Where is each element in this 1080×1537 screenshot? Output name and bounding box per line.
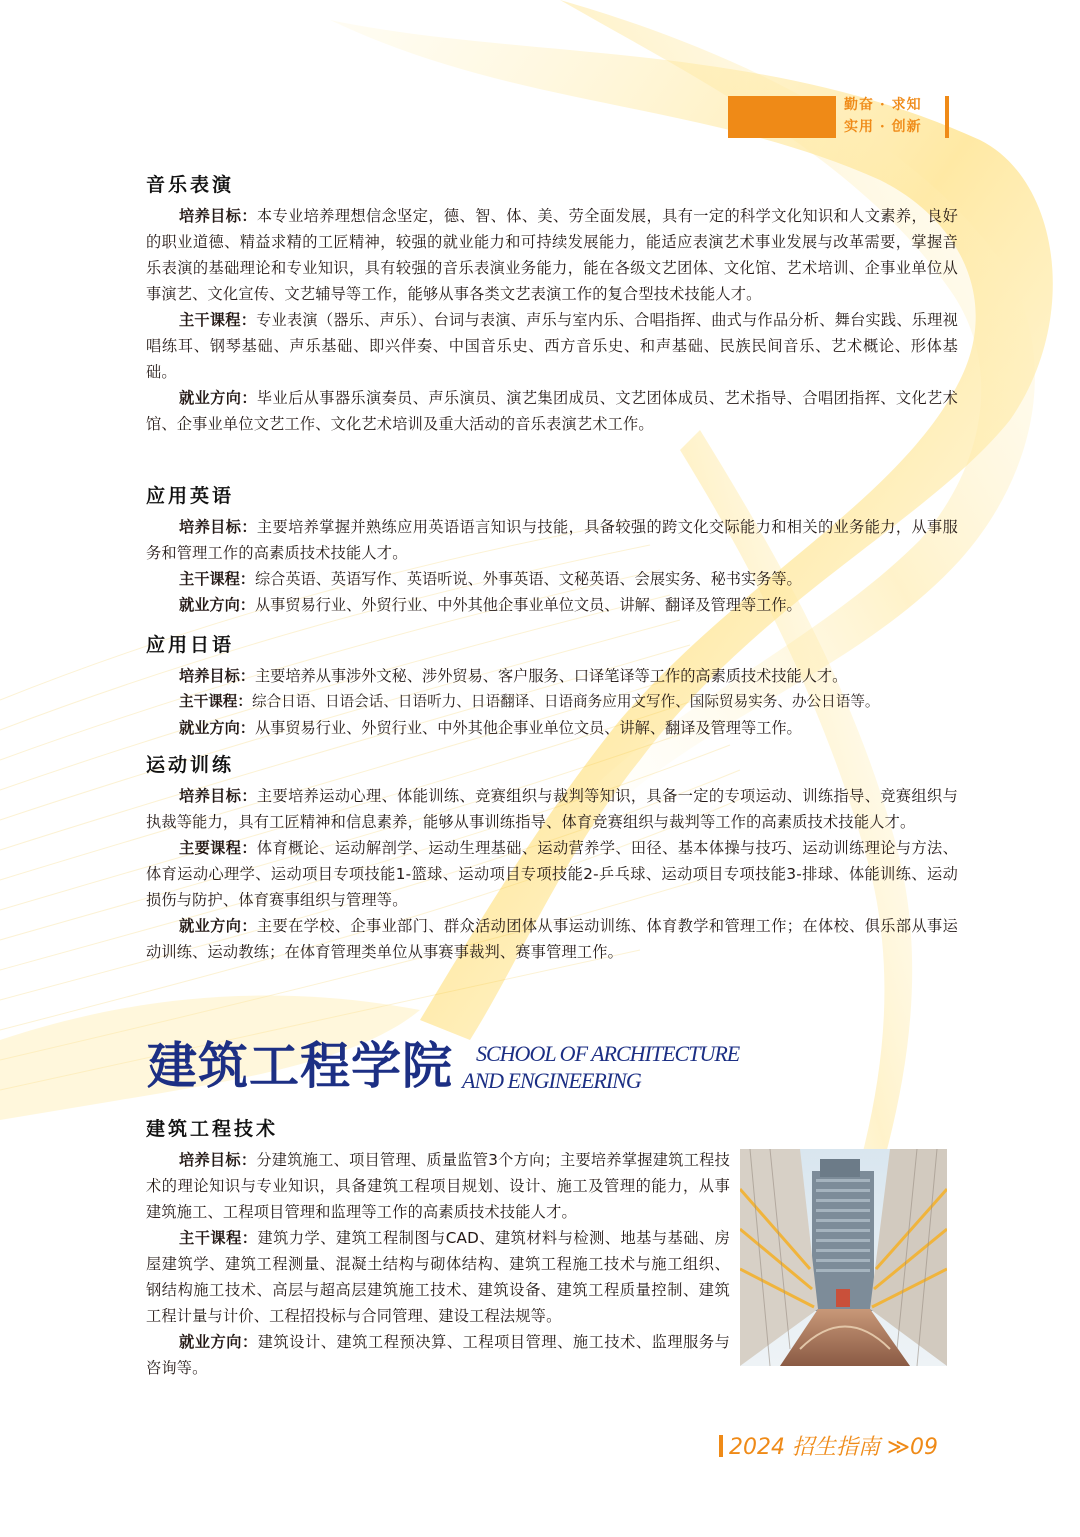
- section-paragraph: [146, 835, 958, 913]
- section-paragraph: [146, 689, 958, 715]
- paragraph-text: 主要在学校、企事业部门、群众活动团体从事运动训练、体育教学和管理工作；在体校、俱乐部从事运动训练、运动教练；在体育管理类单位从事赛事裁判、赛事管理工作。: [146, 917, 959, 961]
- section-paragraph: [146, 203, 958, 307]
- footer-accent-bar: [719, 1435, 723, 1457]
- section-paragraph: [146, 592, 958, 618]
- paragraph-label: 就业方向：: [179, 1333, 258, 1351]
- section-paragraph: [146, 913, 958, 965]
- paragraph-label: 主要课程：: [179, 839, 257, 857]
- paragraph-label: 培养目标：: [179, 667, 255, 685]
- section-paragraph: [146, 514, 958, 566]
- college-title-english: [462, 1040, 739, 1094]
- paragraph-text: 专业表演（器乐、声乐）、台词与表演、声乐与室内乐、合唱指挥、曲式与作品分析、舞台实践、乐理视唱练耳、钢琴基础、声乐基础、即兴伴奏、中国音乐史、西方音乐史、和声基础、民族民间音乐、艺术概论、形体基础。: [146, 311, 958, 381]
- section-music-performance: [146, 172, 958, 437]
- paragraph-text: 建筑设计、建筑工程预决算、工程项目管理、施工技术、监理服务与咨询等。: [146, 1333, 731, 1377]
- paragraph-text: 本专业培养理想信念坚定，德、智、体、美、劳全面发展，具有一定的科学文化知识和人文素养，良好的职业道德、精益求精的工匠精神，较强的就业能力和可持续发展能力，能适应表演艺术事业发展与改革需要，掌握音乐表演的基础理论和专业知识，具有较强的音乐表演业务能力，能在各级文艺团体、文化馆、艺术培训、企事业单位从事演艺、文化宣传、文艺辅导等工作，能够从事各类文艺表演工作的复合型技术技能人才。: [146, 207, 959, 303]
- section-title: 建筑工程技术: [146, 1118, 279, 1140]
- section-paragraph: [146, 1147, 730, 1225]
- section-paragraph: [146, 783, 958, 835]
- paragraph-label: 主干课程：: [179, 693, 252, 710]
- paragraph-label: 主干课程：: [179, 311, 257, 329]
- section-paragraph: [146, 1329, 730, 1381]
- paragraph-label: 主干课程：: [179, 1229, 258, 1247]
- paragraph-text: 综合英语、英语写作、英语听说、外事英语、文秘英语、会展实务、秘书实务等。: [254, 570, 802, 588]
- section-applied-japanese: [146, 632, 958, 741]
- section-title: 音乐表演: [146, 174, 235, 196]
- paragraph-text: 主要培养运动心理、体能训练、竞赛组织与裁判等知识，具备一定的专项运动、训练指导、竞赛组织与执裁等能力，具有工匠精神和信息素养，能够从事训练指导、体育竞赛组织与裁判等工作的高素质技术技能人才。: [146, 787, 959, 831]
- paragraph-label: 就业方向：: [179, 389, 257, 407]
- paragraph-label: 培养目标：: [179, 518, 257, 536]
- college-title-english-line-2: AND ENGINEERING: [462, 1068, 641, 1093]
- section-paragraph: [146, 566, 958, 592]
- paragraph-label: 就业方向：: [179, 596, 255, 614]
- section-paragraph: [146, 307, 958, 385]
- section-applied-english: [146, 483, 958, 618]
- footer-text: 2024 招生指南 ≫09: [729, 1435, 939, 1460]
- paragraph-text: 体育概论、运动解剖学、运动生理基础、运动营养学、田径、基本体操与技巧、运动训练理论与方法、体育运动心理学、运动项目专项技能1-篮球、运动项目专项技能2-乒乓球、运动项目专项技能3-排球、体能训练、运动损伤与防护、体育赛事组织与管理等。: [146, 839, 959, 909]
- section-paragraph: [146, 385, 958, 437]
- motto-divider: [945, 96, 949, 138]
- college-title: 建筑工程学院: [147, 1036, 453, 1095]
- section-construction-engineering: [146, 1116, 730, 1381]
- paragraph-text: 主要培养掌握并熟练应用英语语言知识与技能，具备较强的跨文化交际能力和相关的业务能力，从事服务和管理工作的高素质技术技能人才。: [146, 518, 959, 562]
- section-paragraph: [146, 663, 958, 689]
- paragraph-text: 毕业后从事器乐演奏员、声乐演员、演艺集团成员、文艺团体成员、艺术指导、合唱团指挥、文化艺术馆、企事业单位文艺工作、文化艺术培训及重大活动的音乐表演艺术工作。: [146, 389, 959, 433]
- section-title: 应用英语: [146, 485, 235, 507]
- motto: [844, 94, 948, 138]
- paragraph-text: 建筑力学、建筑工程制图与CAD、建筑材料与检测、地基与基础、房屋建筑学、建筑工程测量、混凝土结构与砌体结构、建筑工程施工技术与施工组织、钢结构施工技术、高层与超高层建筑施工技术、建筑设备、建筑工程质量控制、建筑工程计量与计价、工程招投标与合同管理、建设工程法规等。: [146, 1229, 731, 1325]
- paragraph-text: 综合日语、日语会话、日语听力、日语翻译、日语商务应用文写作、国际贸易实务、办公日语等。: [251, 693, 880, 710]
- section-title: 应用日语: [146, 634, 235, 656]
- section-paragraph: [146, 1225, 730, 1329]
- paragraph-label: 培养目标：: [179, 1151, 257, 1169]
- paragraph-label: 培养目标：: [179, 207, 257, 225]
- paragraph-label: 就业方向：: [179, 719, 255, 737]
- building-photo: [740, 1149, 947, 1366]
- paragraph-text: 从事贸易行业、外贸行业、中外其他企事业单位文员、讲解、翻译及管理等工作。: [254, 719, 802, 737]
- section-title: 运动训练: [146, 754, 235, 776]
- paragraph-text: 从事贸易行业、外贸行业、中外其他企事业单位文员、讲解、翻译及管理等工作。: [254, 596, 802, 614]
- section-sports-training: [146, 752, 958, 965]
- paragraph-label: 主干课程：: [179, 570, 255, 588]
- section-paragraph: [146, 715, 958, 741]
- paragraph-label: 就业方向：: [179, 917, 257, 935]
- page-footer: [719, 1434, 938, 1462]
- motto-line-1: 勤奋 · 求知: [844, 97, 922, 113]
- motto-color-block: [728, 96, 836, 138]
- college-title-english-line-1: SCHOOL OF ARCHITECTURE: [476, 1041, 740, 1066]
- paragraph-text: 主要培养从事涉外文秘、涉外贸易、客户服务、口译笔译等工作的高素质技术技能人才。: [254, 667, 848, 685]
- paragraph-label: 培养目标：: [179, 787, 257, 805]
- motto-line-2: 实用 · 创新: [844, 119, 922, 135]
- paragraph-text: 分建筑施工、项目管理、质量监管3个方向；主要培养掌握建筑工程技术的理论知识与专业知识，具备建筑工程项目规划、设计、施工及管理的能力，从事建筑施工、工程项目管理和监理等工作的高素质技术技能人才。: [146, 1151, 730, 1221]
